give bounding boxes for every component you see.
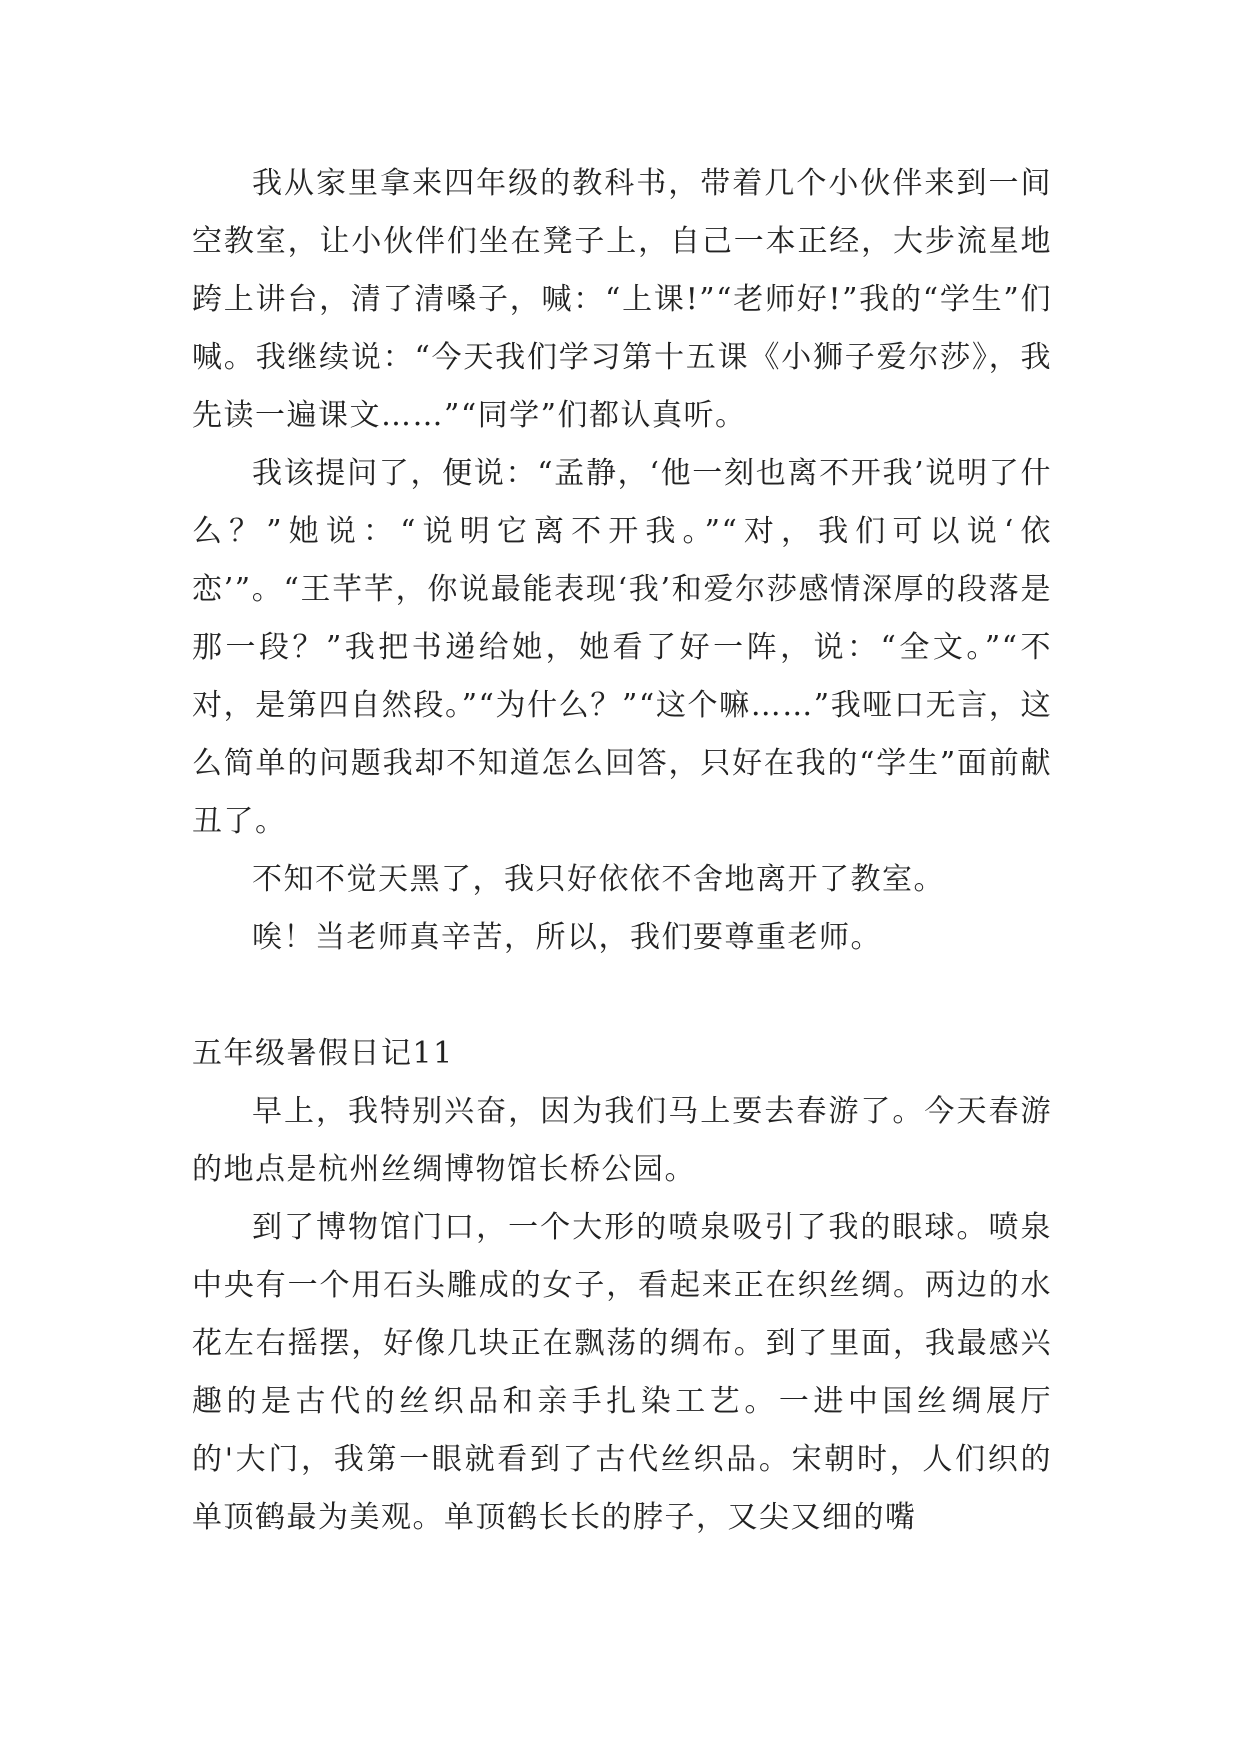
paragraph-respect-teachers: 唉！当老师真辛苦，所以，我们要尊重老师。 — [252, 920, 882, 955]
paragraph-silk-museum: 到了博物馆门口，一个大形的喷泉吸引了我的眼球。喷泉中央有一个用石头雕成的女子，看起来正在织丝绸。两边的水花左右摇摆，好像几块正在飘荡的绸布。到了里面，我最感兴趣的是古代的丝织品和亲手扎染工艺。一进中国丝绸展厅的'大门，我第一眼就看到了古代丝织品。宋朝时，人们织的单顶鹤最为美观。单顶鹤长长的脖子，又尖又细的嘴 — [192, 1210, 1052, 1535]
paragraph-leaving-classroom: 不知不觉天黑了，我只好依依不舍地离开了教室。 — [252, 862, 945, 897]
document-body — [192, 155, 1052, 1547]
paragraph-asking-questions: 我该提问了，便说：“孟静，‘他一刻也离不开我’说明了什么？”她说：“说明它离不开我。”“对，我们可以说‘依恋’”。“王芊芊，你说最能表现‘我’和爱尔莎感情深厚的段落是那一段？”我把书递给她，她看了好一阵，说：“全文。”“不对，是第四自然段。”“为什么？”“这个嘛……”我哑口无言，这么简单的问题我却不知道怎么回答，只好在我的“学生”面前献丑了。 — [192, 456, 1052, 839]
section-title: 五年级暑假日记11 — [192, 1036, 454, 1071]
paragraph-classroom-play: 我从家里拿来四年级的教科书，带着几个小伙伴来到一间空教室，让小伙伴们坐在凳子上，自己一本正经，大步流星地跨上讲台，清了清嗓子，喊：“上课!”“老师好!”我的“学生”们喊。我继续说：“今天我们学习第十五课《小狮子爱尔莎》，我先读一遍课文……”“同学”们都认真听。 — [192, 166, 1052, 433]
paragraph-spring-outing: 早上，我特别兴奋，因为我们马上要去春游了。今天春游的地点是杭州丝绸博物馆长桥公园。 — [192, 1094, 1052, 1187]
